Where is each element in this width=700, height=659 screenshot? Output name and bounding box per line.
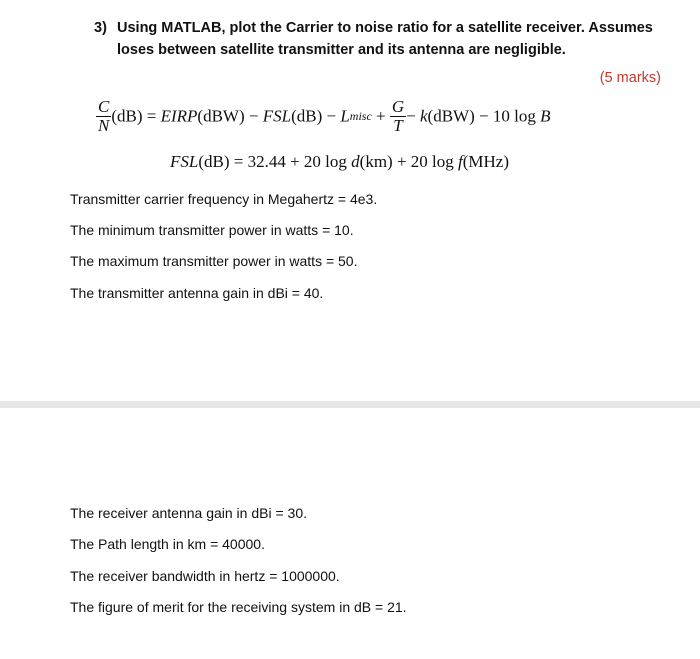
equation-text: − (406, 106, 420, 126)
g-over-t-fraction (390, 98, 406, 135)
marks-label: (5 marks) (599, 70, 661, 86)
equation-term-l: L (340, 106, 350, 126)
param-rx-antenna-gain: The receiver antenna gain in dBi = 30. (70, 505, 307, 521)
param-tx-antenna-gain: The transmitter antenna gain in dBi = 40. (70, 285, 324, 301)
page-divider (0, 401, 700, 408)
equation-text: (MHz) (462, 152, 510, 171)
equation-term-eirp: EIRP (160, 106, 198, 126)
equation-text: (dBW) − (197, 106, 263, 126)
fraction-numerator: G (391, 97, 405, 116)
equation-text: (dBW) − 10 log (427, 106, 541, 126)
equation-subscript-misc: misc (349, 109, 372, 123)
equation-text: + (371, 106, 390, 126)
c-over-n-fraction (96, 98, 111, 135)
equation-term-fsl: FSL (262, 106, 292, 126)
fraction-denominator: N (98, 116, 110, 135)
equation-text: (km) + 20 log (359, 152, 459, 171)
fraction-numerator: C (98, 97, 110, 116)
equation-term-b: B (540, 106, 551, 126)
param-figure-of-merit: The figure of merit for the receiving system in dB = 21. (70, 599, 407, 615)
equation-term-fsl: FSL (170, 152, 199, 171)
equation-text: (dB) − (291, 106, 341, 126)
equation-term-f: f (458, 152, 463, 171)
fraction-denominator: T (393, 116, 403, 135)
carrier-to-noise-equation (96, 98, 550, 146)
equation-text: (dB) = 32.44 + 20 log (198, 152, 352, 171)
param-path-length: The Path length in km = 40000. (70, 536, 265, 552)
equation-term-k: k (420, 106, 428, 126)
param-max-power: The maximum transmitter power in watts = 50. (70, 253, 358, 269)
param-min-power: The minimum transmitter power in watts = 10. (70, 222, 354, 238)
equation-text: (dB) = (111, 106, 161, 126)
equation-term-d: d (351, 152, 360, 171)
param-carrier-frequency: Transmitter carrier frequency in Megahertz = 4e3. (70, 191, 378, 207)
question-text: Using MATLAB, plot the Carrier to noise ratio for a satellite receiver. Assumes loses between satellite transmitter and its antenna are negligible. (117, 20, 653, 58)
param-rx-bandwidth: The receiver bandwidth in hertz = 1000000. (70, 568, 340, 584)
free-space-loss-equation (170, 152, 509, 172)
question-number: 3) (94, 20, 107, 36)
